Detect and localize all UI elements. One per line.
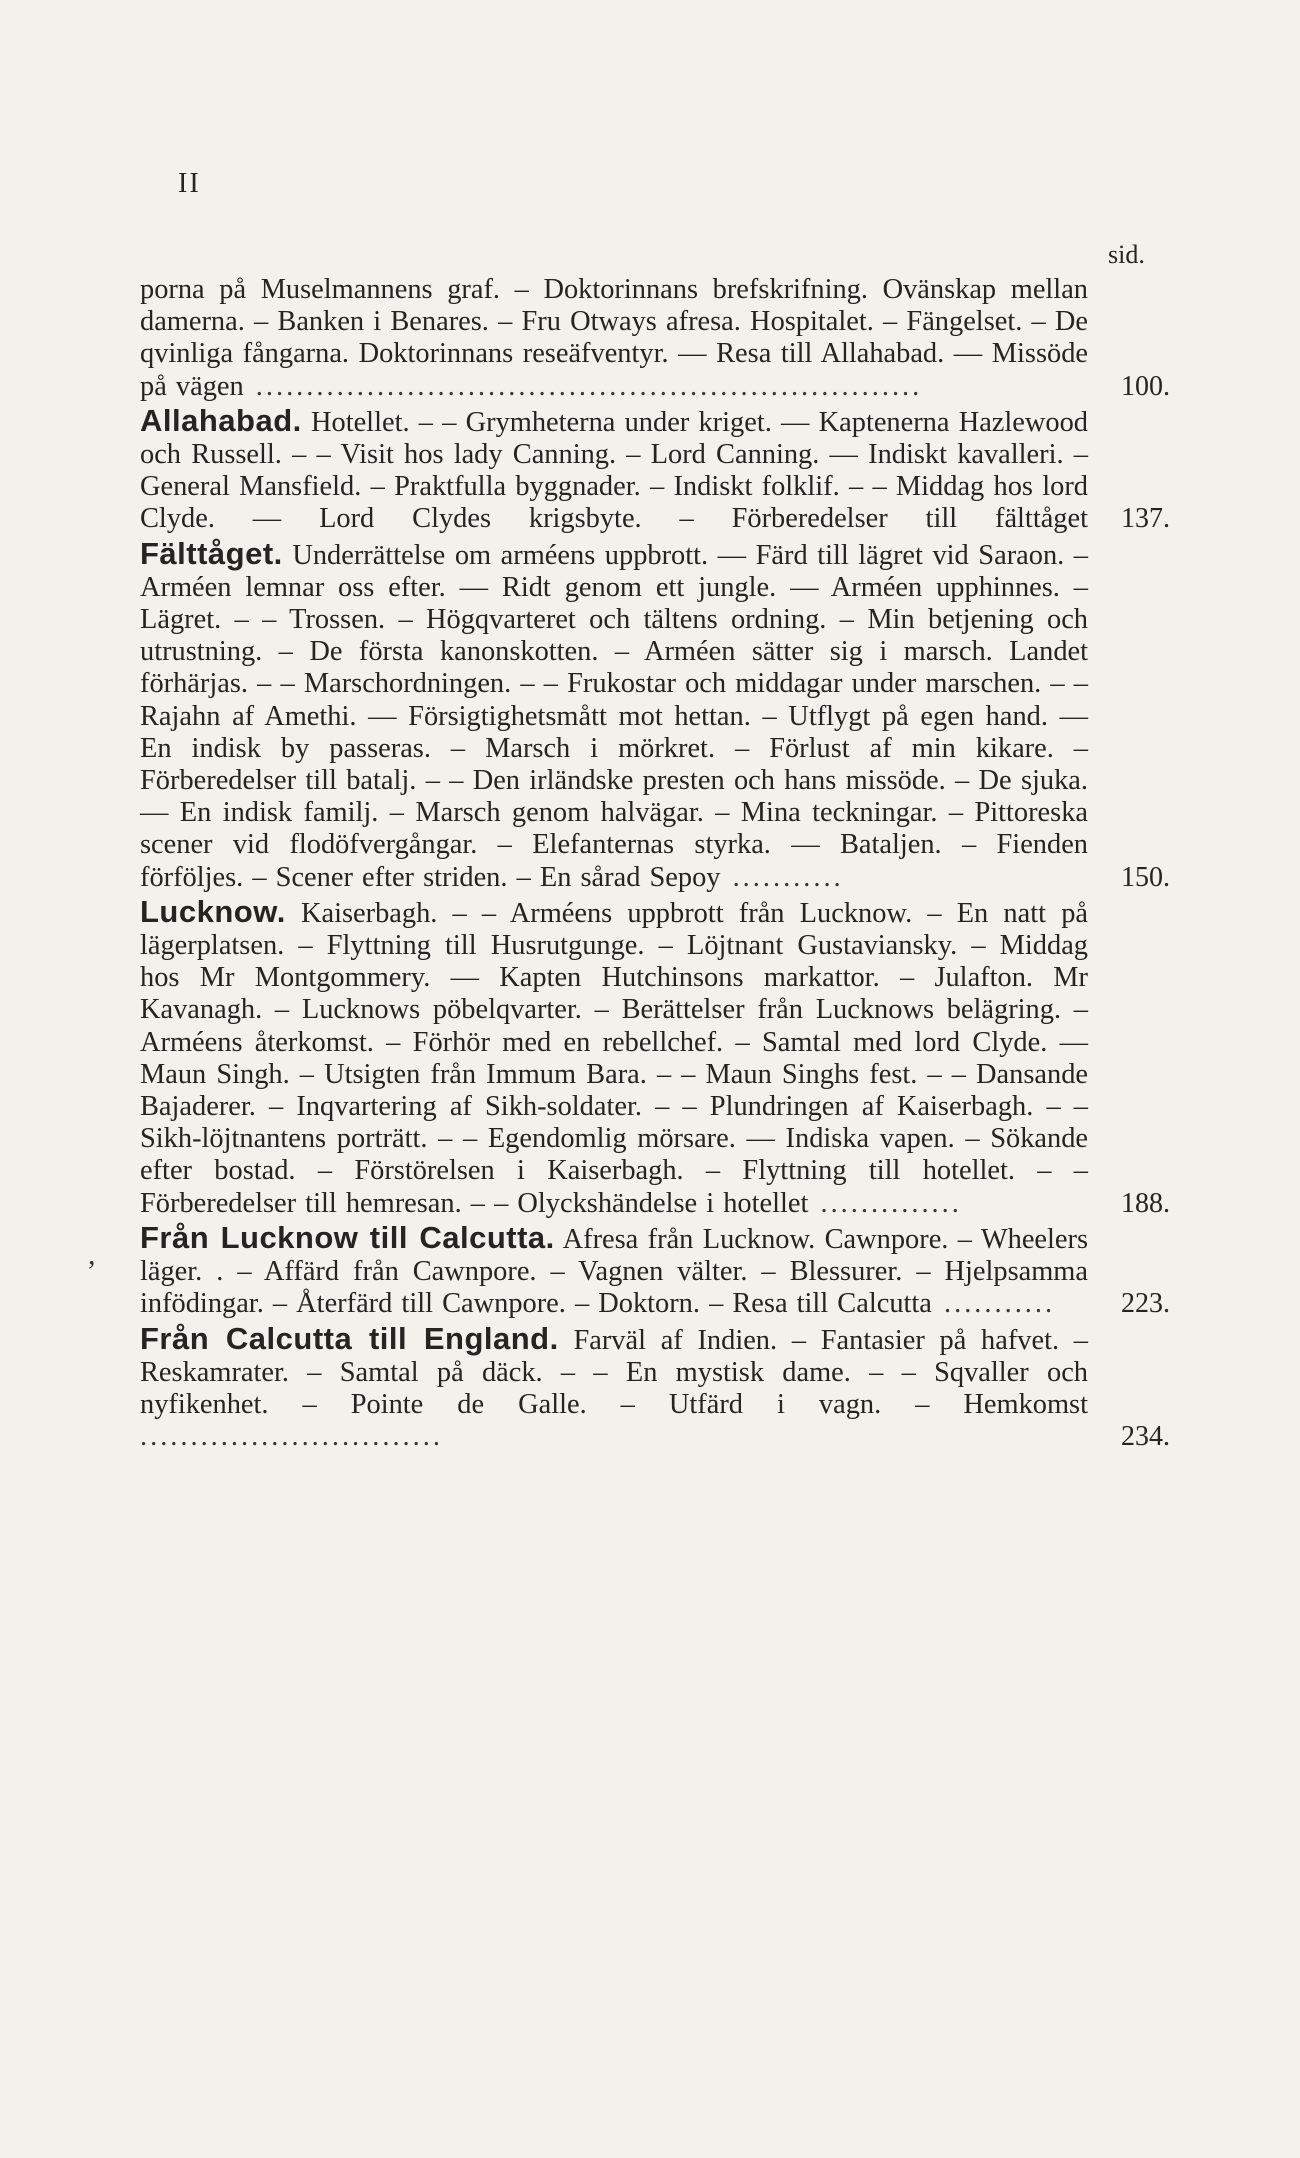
toc-entry-text	[140, 272, 1088, 403]
toc-entry-fran-lucknow	[140, 1219, 1170, 1321]
toc-entry-body: Hotellet. – – Grymheterna under kriget. — Kaptenerna Hazlewood och Russell. – – Visit hos lady Canning. – Lord Canning. — Indiskt kavalleri. – General Mansfield. – Praktfulla byggnader. – Indiskt folklif. – – Middag hos lord Clyde. — Lord Clydes krigsbyte. – Förberedelser till fälttåget	[140, 406, 1088, 535]
toc-entry-page: 223.	[1121, 1288, 1170, 1320]
toc-entry-fran-calcutta	[140, 1320, 1170, 1454]
toc-entry-leaders: ..................................................................	[243, 370, 923, 402]
toc-entry-heading: Lucknow.	[140, 893, 286, 929]
toc-entry-allahabad	[140, 402, 1170, 536]
page-number: II	[178, 168, 201, 199]
toc-entry-text	[140, 1320, 1088, 1454]
toc-entry-body: Afresa från Lucknow. Cawnpore. – Wheelers läger. . – Affärd från Cawnpore. – Vagnen välter. – Blessurer. – Hjelpsamma infödingar. – Återfärd till Cawnpore. – Doktorn. – Resa till Calcutta	[140, 1223, 1089, 1320]
toc-entry-page: 234.	[1121, 1421, 1170, 1453]
toc-entry-body: porna på Muselmannens graf. – Doktorinnans brefskrifning. Ovänskap mellan damerna. – Banken i Benares. – Fru Otways afresa. Hospitalet. – Fängelset. – De qvinliga fångarna. Doktorinnans reseäfventyr. — Resa till Allahabad. — Missöde på vägen	[140, 274, 1088, 402]
toc-entry-heading: Från Lucknow till Calcutta.	[140, 1219, 555, 1255]
toc-entry-page: 137.	[1121, 503, 1170, 535]
toc-entry-heading: Allahabad.	[140, 402, 302, 438]
toc-entry-body: Kaiserbagh. – – Arméens uppbrott från Lucknow. – En natt på lägerplatsen. – Flyttning till Husrutgunge. – Löjtnant Gustaviansky. – Middag hos Mr Montgommery. — Kapten Hutchinsons markattor. – Julafton. Mr Kavanagh. – Lucknows pöbelqvarter. – Berättelser från Lucknows belägring. – Arméens återkomst. – Förhör med en rebellchef. – Samtal med lord Clyde. — Maun Singh. – Utsigten från Immum Bara. – – Maun Singhs fest. – – Dansande Bajaderer. – Inqvartering af Sikh-soldater. – – Plundringen af Kaiserbagh. – – Sikh-löjtnantens porträtt. – – Egendomlig mörsare. — Indiska vapen. – Sökande efter bostad. – Förstörelsen i Kaiserbagh. – Flyttning till hotellet. – – Förberedelser till hemresan. – – Olyckshändelse i hotellet	[140, 897, 1088, 1219]
toc-entry-heading: Från Calcutta till England.	[140, 1320, 559, 1356]
toc-entry-text	[140, 535, 1088, 894]
table-of-contents	[140, 272, 1170, 1455]
toc-entry-heading: Fälttåget.	[140, 535, 283, 571]
toc-entry-text	[140, 1219, 1089, 1321]
toc-entry-leaders: ...........	[720, 861, 844, 893]
toc-entry-page: 100.	[1121, 370, 1170, 402]
toc-entry-page: 188.	[1121, 1187, 1170, 1219]
toc-entry-lucknow	[140, 893, 1170, 1220]
toc-entry-page: 150.	[1121, 861, 1170, 893]
toc-entry-leaders: ...........	[931, 1288, 1056, 1320]
toc-entry-continued	[140, 272, 1170, 403]
toc-entry-text	[140, 402, 1088, 536]
toc-entry-text	[140, 893, 1088, 1220]
toc-entry-body: Underrättelse om arméens uppbrott. — Färd till lägret vid Saraon. – Arméen lemnar oss efter. — Ridt genom ett jungle. — Arméen upphinnes. – Lägret. – – Trossen. – Högqvarteret och tältens ordning. – Min betjening och utrustning. – De första kanonskotten. – Arméen sätter sig i marsch. Landet förhärjas. – – Marschordningen. – – Frukostar och middagar under marschen. – – Rajahn af Amethi. — Försigtighetsmått mot hettan. – Utflygt på egen hand. — En indisk by passeras. – Marsch i mörkret. – Förlust af min kikare. – Förberedelser till batalj. – – Den irländske presten och hans missöde. – De sjuka. — En indisk familj. – Marsch genom halvägar. – Mina teckningar. – Pittoreska scener vid flodöfvergångar. – Elefanternas styrka. — Bataljen. – Fienden förföljes. – Scener efter striden. – En sårad Sepoy	[140, 539, 1088, 893]
toc-entry-leaders: ..............................	[140, 1421, 443, 1453]
page-column-label: sid.	[1108, 240, 1145, 269]
toc-entry-falttaget	[140, 535, 1170, 894]
margin-mark: ,	[88, 1238, 96, 1271]
toc-entry-body: Farväl af Indien. – Fantasier på hafvet. – Reskamrater. – Samtal på däck. – – En mystisk dame. – – Sqvaller och nyfikenhet. – Pointe de Galle. – Utfärd i vagn. – Hemkomst	[140, 1324, 1088, 1420]
toc-entry-leaders: ..............	[808, 1187, 962, 1219]
